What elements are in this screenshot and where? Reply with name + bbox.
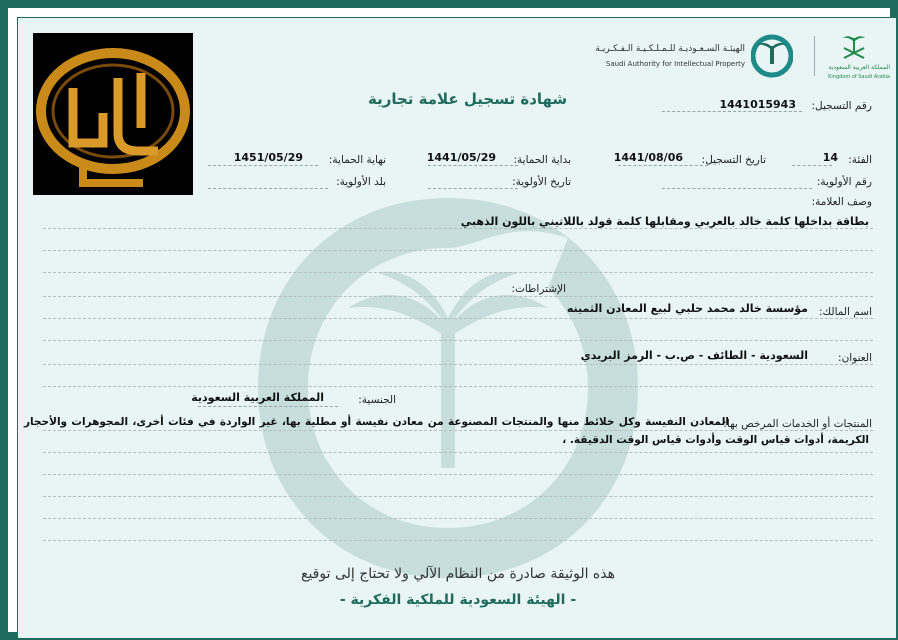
rule-line [43,386,873,387]
rule-line [43,430,873,431]
rule-line [43,250,873,251]
priority-country-label: بلد الأولوية: [336,176,386,188]
mark-description-label: وصف العلامة: [811,196,872,208]
registration-number-value: 1441015943 [719,98,796,111]
trademark-logo-image [33,33,193,195]
priority-number-label: رقم الأولوية: [816,176,872,188]
priority-date-line [428,188,518,189]
certificate-body [17,17,897,639]
authority-name-en: Saudi Authority for Intellectual Property [605,60,745,68]
rule-line [43,496,873,497]
footer-note: هذه الوثيقة صادرة من النظام الآلي ولا تحتاج إلى توقيع [301,566,615,582]
kingdom-brand [818,32,890,84]
rule-line [43,318,873,319]
class-value: 14 [822,151,838,164]
rule-line [43,228,873,229]
brand-divider [814,36,815,76]
rule-line [43,452,873,453]
kingdom-name-ar: المملكة العربية السعودية [828,64,890,71]
rule-line [43,340,873,341]
goods-label: المنتجات أو الخدمات المرخص بها: [723,418,872,430]
saip-watermark [238,178,658,598]
registration-number-label: رقم التسجيل: [811,100,872,112]
nationality-line [198,406,338,407]
certificate-title: شهادة تسجيل علامة تجارية [368,90,568,108]
priority-date-label: تاريخ الأولوية: [512,176,571,188]
priority-country-line [208,188,328,189]
nationality-label: الجنسية: [358,394,396,406]
kingdom-name-en: Kingdom of Saudi Arabia [828,74,890,80]
rule-line [43,518,873,519]
priority-number-line [662,188,812,189]
protection-end-line [208,165,318,166]
address-value: السعودية - الطائف - ص.ب - الرمز البريدي [580,349,808,362]
registration-date-line [618,165,708,166]
protection-start-value: 1441/05/29 [426,151,496,164]
rule-line [43,474,873,475]
protection-start-label: بداية الحماية: [513,154,571,166]
protection-start-line [428,165,518,166]
registration-number-line [662,111,802,112]
address-label: العنوان: [838,352,872,364]
rule-line [43,272,873,273]
class-line [792,165,832,166]
owner-value: مؤسسة خالد محمد حلبي لبيع المعادن الثمينه [566,302,808,315]
footer-authority: - الهيئة السعودية للملكية الفكرية - [339,592,577,608]
rule-line [43,364,873,365]
kingdom-emblem-icon [840,32,868,62]
goods-value: المعادن النفيسة وكل خلائط منها والمنتجات المصنوعة من معادن نفيسة أو مطلية بها، غير الواردة في فئات أخرى، المجوهرات والأحجار الكريمة، أدوات قياس الوقت وأدوات قياس الوقت الدقيقة. ، [24,416,869,446]
saip-brand [595,32,803,82]
registration-date-label: تاريخ التسجيل: [701,154,766,166]
owner-label: اسم المالك: [818,306,872,318]
rule-line [43,540,873,541]
mark-description-value: بطاقة بداخلها كلمة خالد بالعربي ومقابلها كلمة قولد باللاتيني باللون الذهبي [460,215,869,228]
conditions-label: الإشتراطات: [511,283,566,295]
authority-name-ar: الهيئـة السـعـوديـة للـمـلـكـيـة الـفـكـريـة [595,44,745,54]
registration-date-value: 1441/08/06 [613,151,683,164]
class-label: الفئة: [848,154,872,166]
rule-line [43,296,873,297]
protection-end-label: نهاية الحماية: [328,154,386,166]
protection-end-value: 1451/05/29 [233,151,303,164]
saip-logo-icon [751,34,793,78]
nationality-value: المملكة العربية السعودية [191,391,324,404]
